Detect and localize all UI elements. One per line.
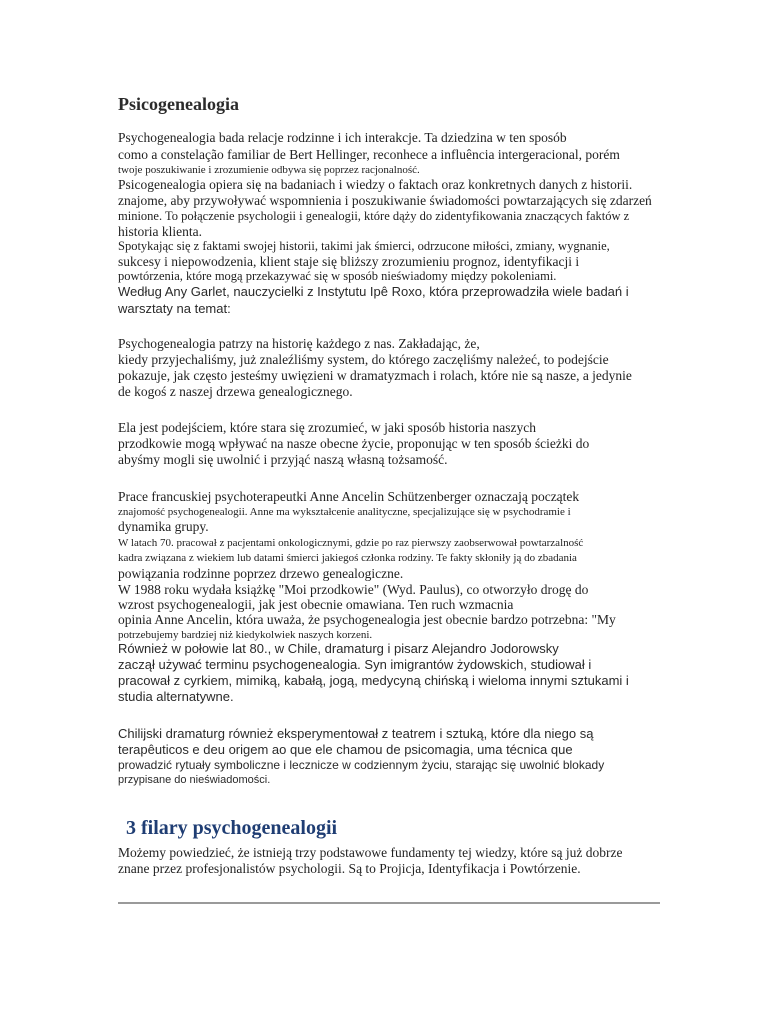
body-line: como a constelação familiar de Bert Hellinger, reconhece a influência intergeracional, porém: [118, 147, 620, 162]
horizontal-divider: [118, 902, 660, 904]
body-line: przodkowie mogą wpływać na nasze obecne życie, proponując w ten sposób ścieżki do: [118, 436, 590, 451]
body-line: W latach 70. pracował z pacjentami onkologicznymi, gdzie po raz pierwszy zaobserwował powtarzalność: [118, 537, 584, 549]
body-line: studia alternatywne.: [118, 689, 234, 704]
body-line: pracował z cyrkiem, mimiką, kabałą, jogą, medycyną chińską i wieloma innymi sztukami i: [118, 673, 629, 688]
body-line: warsztaty na temat:: [118, 301, 231, 316]
body-line: minione. To połączenie psychologii i genealogii, które dąży do zidentyfikowania znaczących faktów z: [118, 209, 630, 223]
body-line: znajome, aby przywoływać wspomnienia i poszukiwanie świadomości powtarzających się zdarzeń: [118, 193, 652, 208]
body-line: Spotykając się z faktami swojej historii, takimi jak śmierci, odrzucone miłości, zmiany, wygnanie,: [118, 239, 610, 253]
body-line: Prace francuskiej psychoterapeutki Anne Ancelin Schützenberger oznaczają początek: [118, 489, 580, 504]
body-line: powtórzenia, które mogą przekazywać się w sposób nieświadomy między pokoleniami.: [118, 269, 557, 283]
body-line: znane przez profesjonalistów psychologii. Są to Projicja, Identyfikacja i Powtórzenie.: [118, 861, 581, 876]
body-line: wzrost psychogenealogii, jak jest obecnie omawiana. Ten ruch wzmacnia: [118, 597, 514, 612]
body-line: Psychogenealogia patrzy na historię każdego z nas. Zakładając, że,: [118, 336, 480, 351]
body-line: opinia Anne Ancelin, która uważa, że psychogenealogia jest obecnie bardzo potrzebna: "My: [118, 612, 616, 627]
section-heading: 3 filary psychogenealogii: [126, 817, 338, 839]
body-line: sukcesy i niepowodzenia, klient staje się bliższy zrozumieniu prognoz, identyfikacji i: [118, 254, 580, 269]
body-line: Możemy powiedzieć, że istnieją trzy podstawowe fundamenty tej wiedzy, które są już dobrze: [118, 845, 623, 860]
body-line: Ela jest podejściem, które stara się zrozumieć, w jaki sposób historia naszych: [118, 420, 536, 435]
page-title: Psicogenealogia: [118, 94, 239, 114]
body-line: znajomość psychogenealogii. Anne ma wykształcenie analityczne, specjalizujące się w psychodramie i: [118, 506, 571, 518]
body-line: zaczął używać terminu psychogenealogia. Syn imigrantów żydowskich, studiował i: [118, 657, 592, 672]
body-line: przypisane do nieświadomości.: [118, 774, 271, 786]
body-line: pokazuje, jak często jesteśmy uwięzieni w dramatyzmach i rolach, które nie są nasze, a jedynie: [118, 368, 632, 383]
body-line: historia klienta.: [118, 224, 202, 239]
body-line: Według Any Garlet, nauczycielki z Instytutu Ipê Roxo, która przeprowadziła wiele badań i: [118, 284, 629, 299]
body-line: dynamika grupy.: [118, 519, 209, 534]
body-line: Psychogenealogia bada relacje rodzinne i ich interakcje. Ta dziedzina w ten sposób: [118, 130, 567, 145]
body-line: abyśmy mogli się uwolnić i przyjąć naszą własną tożsamość.: [118, 452, 448, 467]
body-line: kiedy przyjechaliśmy, już znaleźliśmy system, do którego zaczęliśmy należeć, to podejście: [118, 352, 609, 367]
body-line: Chilijski dramaturg również eksperymentował z teatrem i sztuką, które dla niego są: [118, 726, 594, 741]
body-line: prowadzić rytuały symboliczne i lecznicze w codziennym życiu, starając się uwolnić blokady: [118, 758, 605, 772]
body-line: W 1988 roku wydała książkę "Moi przodkowie" (Wyd. Paulus), co otworzyło drogę do: [118, 582, 589, 597]
body-line: terapêuticos e deu origem ao que ele chamou de psicomagia, uma técnica que: [118, 742, 573, 757]
body-line: powiązania rodzinne poprzez drzewo genealogiczne.: [118, 566, 404, 581]
body-line: de kogoś z naszej drzewa genealogicznego.: [118, 384, 353, 399]
body-line: kadra związana z wiekiem lub datami śmierci jakiegoś członka rodziny. Te fakty skłoniły ją do zbadania: [118, 552, 577, 564]
body-line: Również w połowie lat 80., w Chile, dramaturg i pisarz Alejandro Jodorowsky: [118, 641, 559, 656]
body-line: twoje poszukiwanie i zrozumienie odbywa się poprzez racjonalność.: [118, 164, 420, 176]
body-line: Psicogenealogia opiera się na badaniach i wiedzy o faktach oraz konkretnych danych z historii.: [118, 177, 633, 192]
body-line: potrzebujemy bardziej niż kiedykolwiek naszych korzeni.: [118, 629, 373, 641]
